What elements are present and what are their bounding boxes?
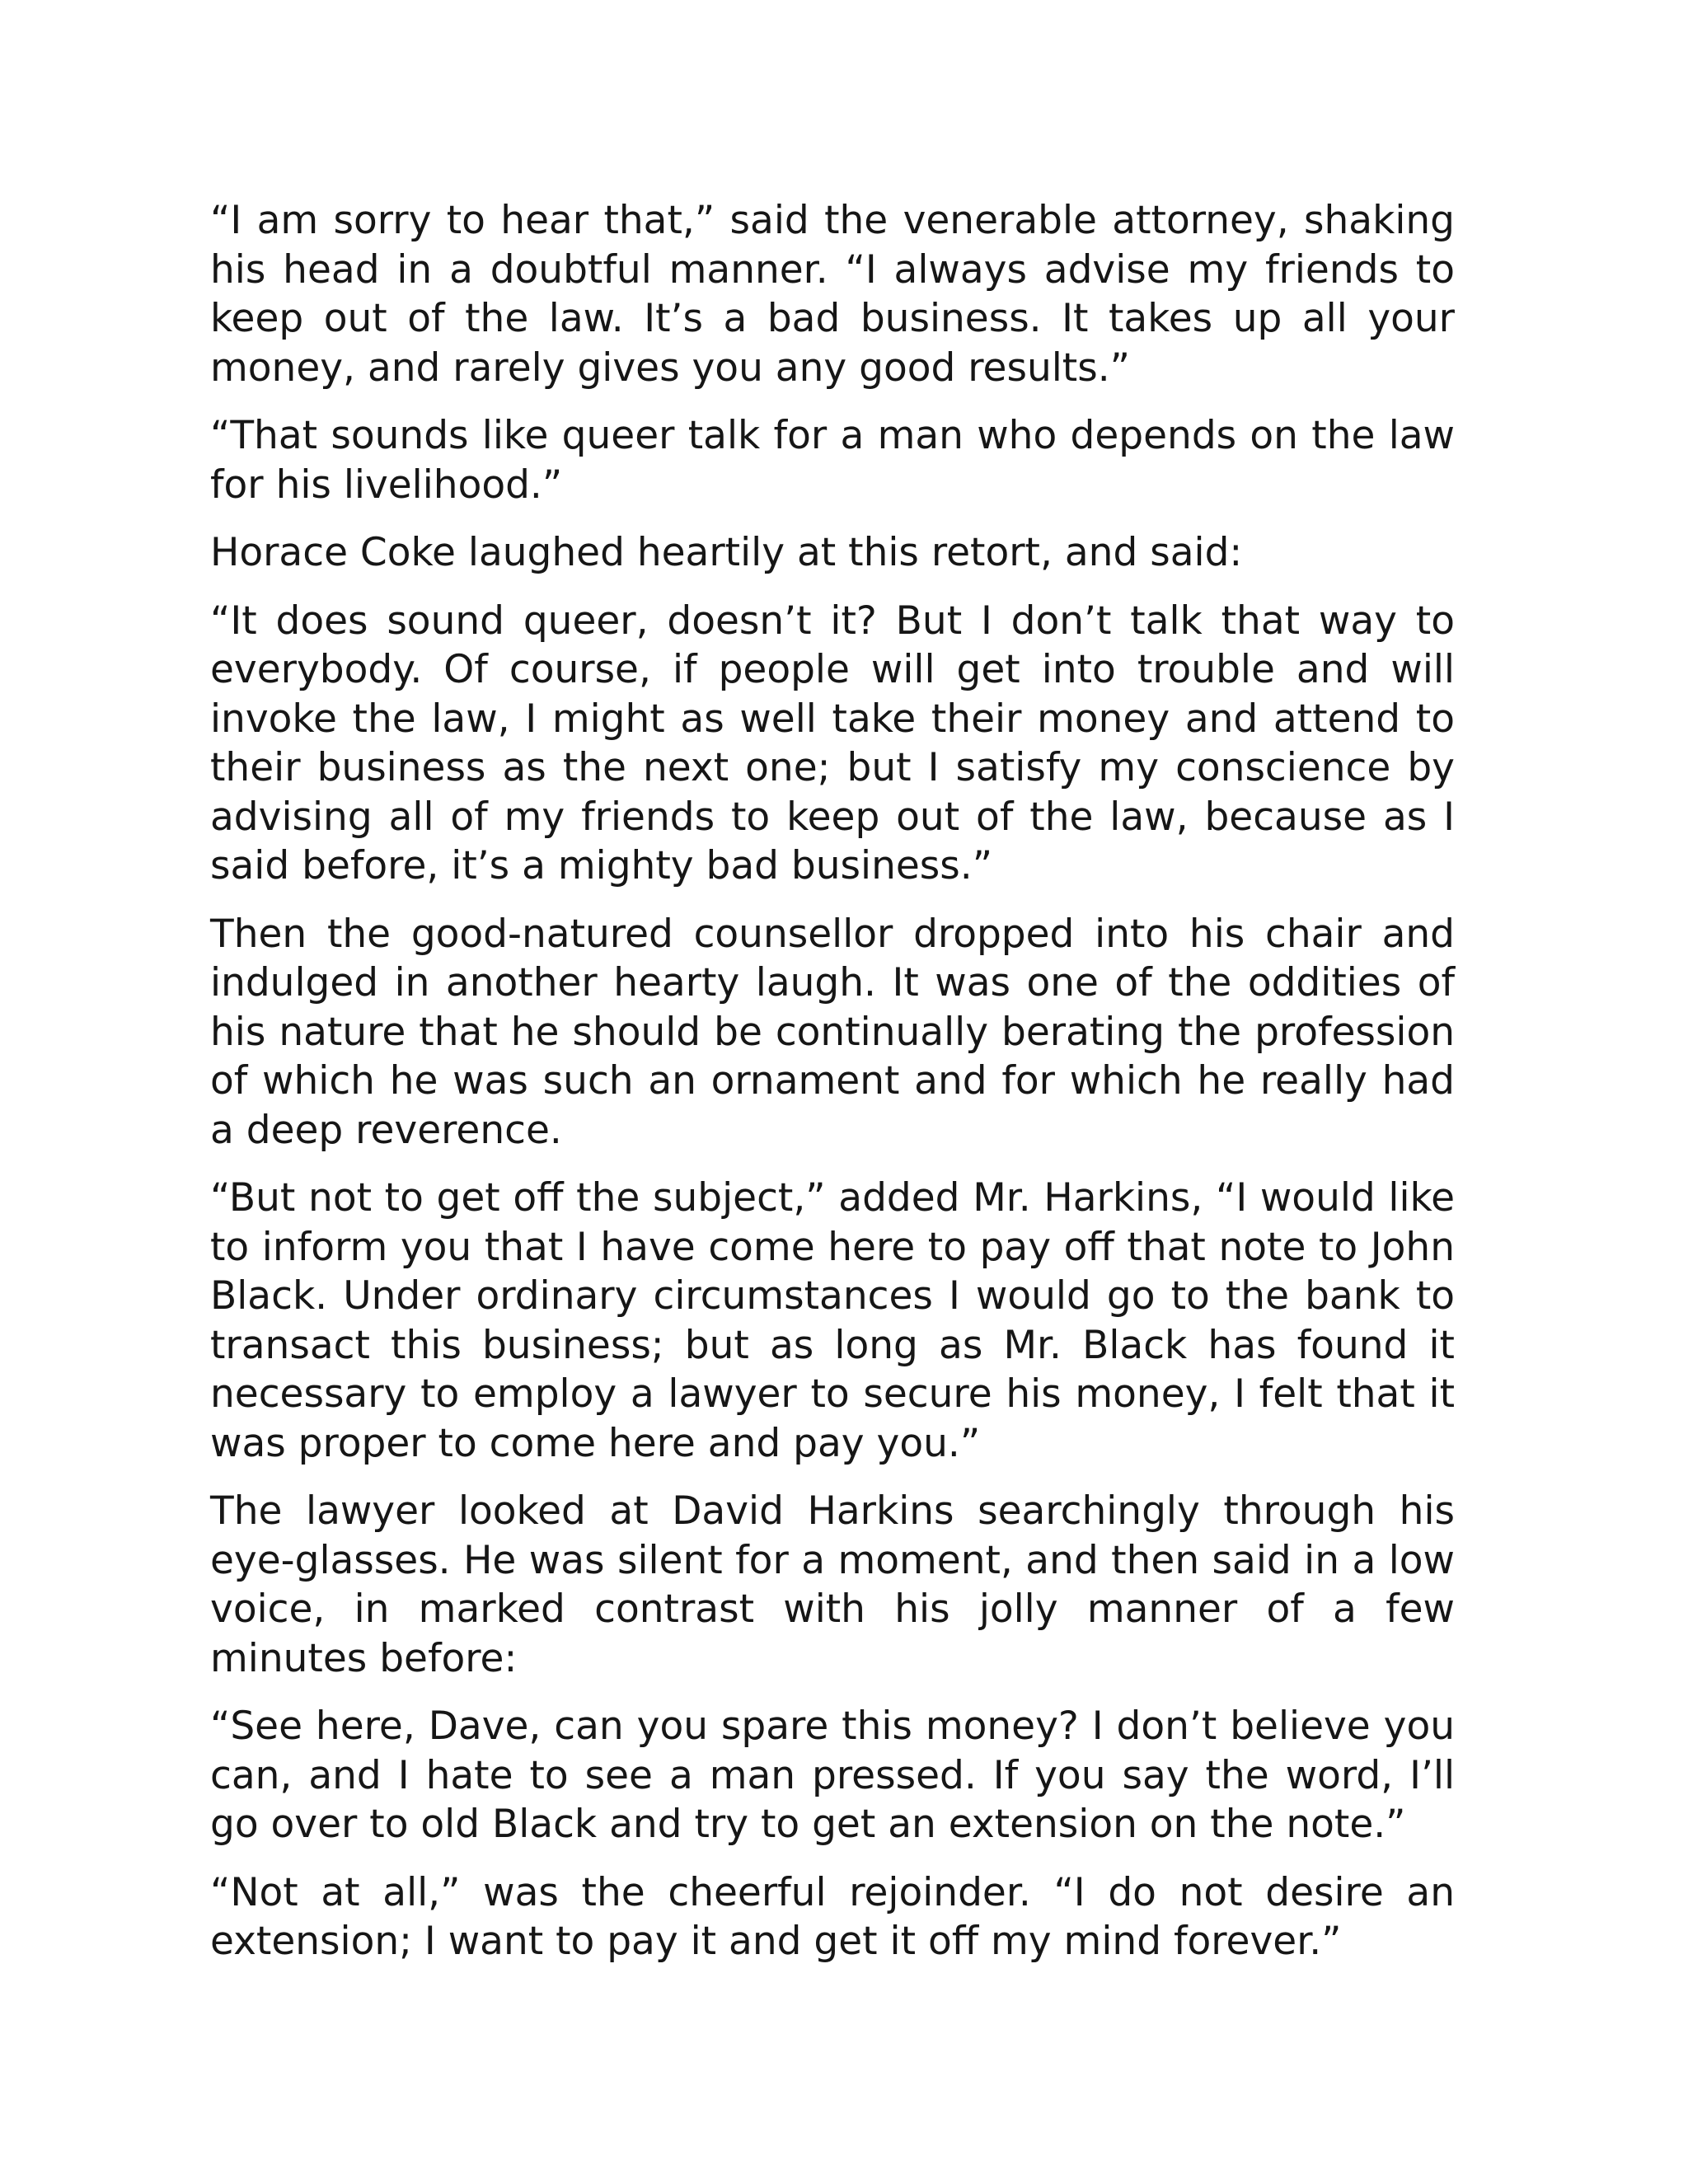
body-text [210,196,1455,1985]
paragraph-7: The lawyer looked at David Harkins searchingly through his eye-glasses. He was silent for a moment, and then said in a low voice, in marked contrast with his jolly manner of a few minutes before: [210,1488,1455,1681]
paragraph-3: Horace Coke laughed heartily at this retort, and said: [210,530,1243,575]
paragraph-9: “Not at all,” was the cheerful rejoinder. “I do not desire an extension; I want to pay it and get it off my mind forever.” [210,1869,1455,1964]
paragraph-1: “I am sorry to hear that,” said the venerable attorney, shaking his head in a doubtful manner. “I always advise my friends to keep out of the law. It’s a bad business. It takes up all your money, and rarely gives you any good results.” [210,198,1455,391]
paragraph-4: “It does sound queer, doesn’t it? But I don’t talk that way to everybody. Of course, if people will get into trouble and will invoke the law, I might as well take their money and attend to their business as the next one; but I satisfy my conscience by advising all of my friends to keep out of the law, because as I said before, it’s a mighty bad business.” [210,598,1455,888]
paragraph-2: “That sounds like queer talk for a man who depends on the law for his livelihood.” [210,413,1455,508]
paragraph-5: Then the good-natured counsellor dropped into his chair and indulged in another hearty laugh. It was one of the oddities of his nature that he should be continually berating the profession of which he was such an ornament and for which he really had a deep reverence. [210,911,1455,1153]
paragraph-8: “See here, Dave, can you spare this money? I don’t believe you can, and I hate to see a man pressed. If you say the word, I’ll go over to old Black and try to get an extension on the note.” [210,1704,1455,1847]
paragraph-6: “But not to get off the subject,” added Mr. Harkins, “I would like to inform you that I have come here to pay off that note to John Black. Under ordinary circumstances I would go to the bank to transact this business; but as long as Mr. Black has found it necessary to employ a lawyer to secure his money, I felt that it was proper to come here and pay you.” [210,1175,1455,1466]
